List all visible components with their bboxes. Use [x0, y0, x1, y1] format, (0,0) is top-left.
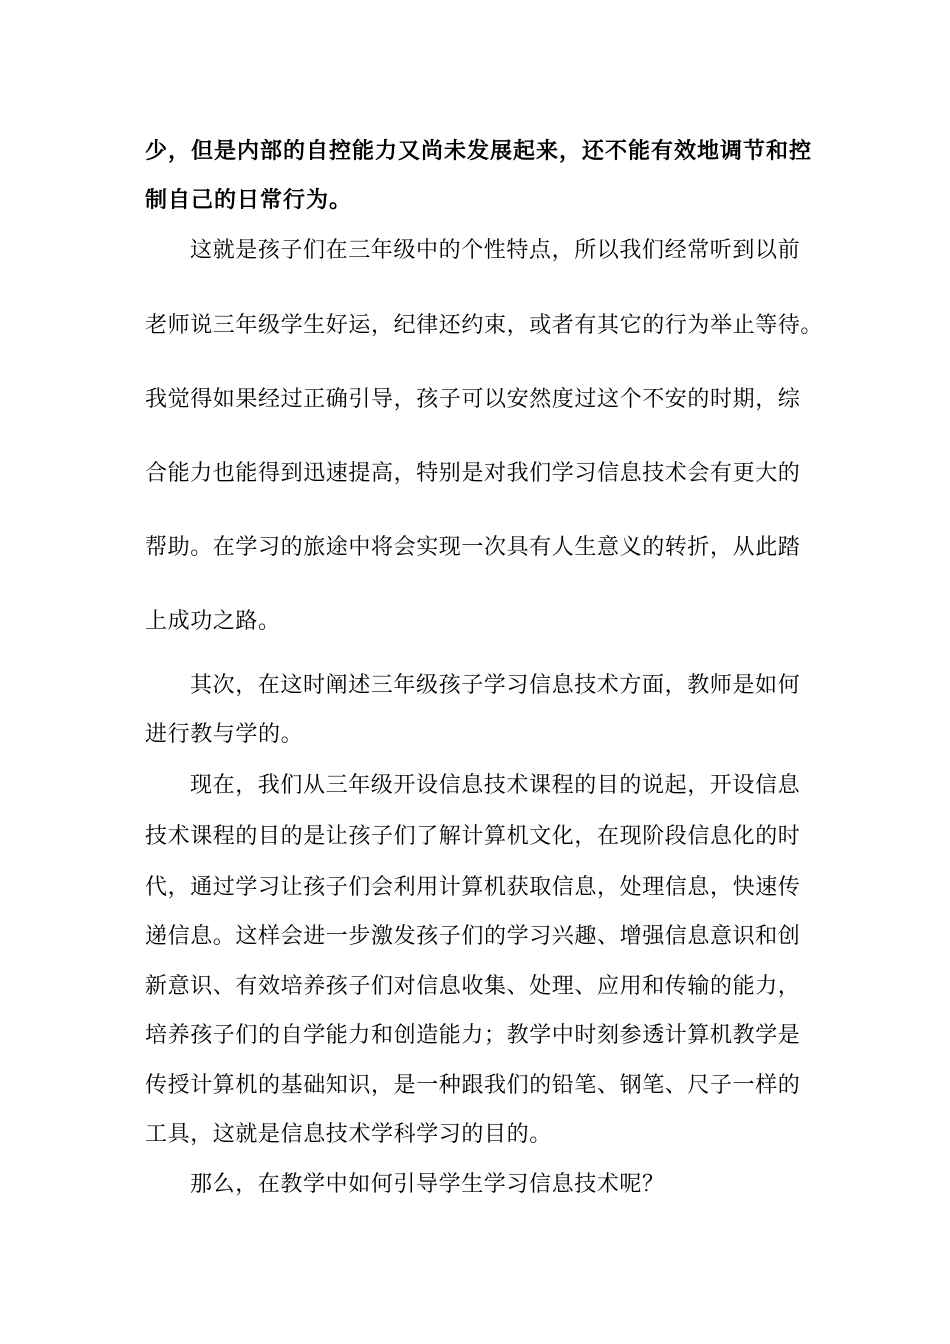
text-line-2: 制自己的日常行为。 — [145, 187, 353, 213]
text-line-17: 传授计算机的基础知识，是一种跟我们的铅笔、钢笔、尺子一样的 — [145, 1073, 801, 1098]
text-line-5: 我觉得如果经过正确引导，孩子可以安然度过这个不安的时期，综 — [145, 387, 801, 412]
text-line-16: 培养孩子们的自学能力和创造能力；教学中时刻参透计算机教学是 — [145, 1023, 801, 1048]
text-line-4: 老师说三年级学生好运，纪律还约束，或者有其它的行为举止等待。 — [145, 313, 824, 338]
text-line-8: 上成功之路。 — [145, 609, 281, 634]
text-line-11: 现在，我们从三年级开设信息技术课程的目的说起，开设信息 — [190, 773, 801, 798]
text-line-14: 递信息。这样会进一步激发孩子们的学习兴趣、增强信息意识和创 — [145, 924, 801, 949]
text-line-6: 合能力也能得到迅速提高，特别是对我们学习信息技术会有更大的 — [145, 461, 801, 486]
text-line-1: 少，但是内部的自控能力又尚未发展起来，还不能有效地调节和控 — [145, 138, 813, 164]
text-line-13: 代，通过学习让孩子们会利用计算机获取信息，处理信息，快速传 — [145, 875, 801, 900]
text-line-3: 这就是孩子们在三年级中的个性特点，所以我们经常听到以前 — [190, 238, 801, 263]
text-line-10: 进行教与学的。 — [145, 722, 304, 747]
text-line-18: 工具，这就是信息技术学科学习的目的。 — [145, 1122, 552, 1147]
text-line-12: 技术课程的目的是让孩子们了解计算机文化，在现阶段信息化的时 — [145, 824, 801, 849]
text-line-9: 其次，在这时阐述三年级孩子学习信息技术方面，教师是如何 — [190, 673, 801, 698]
text-line-15: 新意识、有效培养孩子们对信息收集、处理、应用和传输的能力， — [145, 974, 801, 999]
text-line-7: 帮助。在学习的旅途中将会实现一次具有人生意义的转折，从此踏 — [145, 535, 801, 560]
text-line-19: 那么，在教学中如何引导学生学习信息技术呢？ — [190, 1172, 665, 1197]
